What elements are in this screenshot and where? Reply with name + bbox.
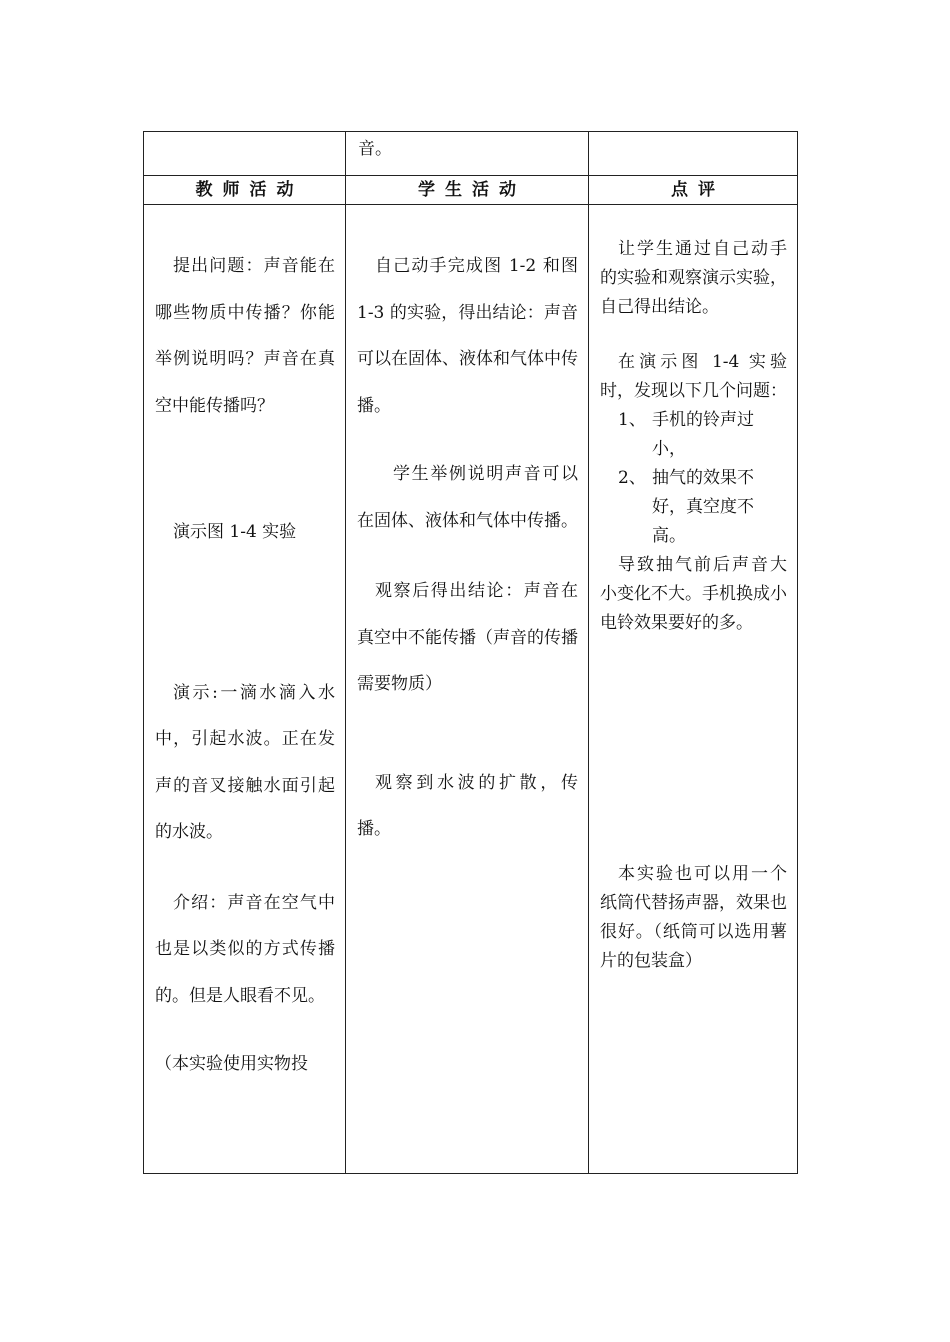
continuation-cell-2	[346, 132, 589, 176]
header-row	[144, 176, 798, 205]
review-tip: 本实验也可以用一个纸筒代替扬声器，效果也很好。（纸筒可以选用薯片的包装盒）	[600, 864, 787, 971]
header-student: 学生活动	[418, 180, 526, 200]
teacher-cell	[144, 205, 346, 1174]
student-cell	[346, 205, 589, 1174]
header-cell-teacher	[144, 176, 346, 205]
teacher-question: 提出问题：声音能在哪些物质中传播？你能举例说明吗？声音在真空中能传播吗？	[155, 256, 335, 416]
continuation-text-2: 音。	[358, 139, 392, 159]
review-item-1-text: 手机的铃声过小，	[652, 410, 754, 459]
header-cell-review	[589, 176, 798, 205]
review-item-1	[600, 406, 787, 464]
review-item-1-number: 1、	[618, 410, 646, 430]
review-item-2-text: 抽气的效果不好，真空度不高。	[652, 468, 754, 546]
continuation-text-1	[144, 132, 345, 137]
student-observe: 观察到水波的扩散，传播。	[357, 772, 578, 839]
student-experiment: 自己动手完成图 1-2 和图 1-3 的实验，得出结论：声音可以在固体、液体和气体中传播。	[357, 256, 578, 416]
header-teacher: 教师活动	[195, 180, 304, 200]
header-cell-student	[346, 176, 589, 205]
teacher-demo-2: 演示:一滴水滴入水中，引起水波。正在发声的音叉接触水面引起的水波。	[155, 682, 335, 842]
teacher-demo-1: 演示图 1-4 实验	[173, 522, 297, 542]
review-intro: 让学生通过自己动手的实验和观察演示实验，自己得出结论。	[600, 239, 787, 317]
review-problems: 在演示图 1-4 实验时，发现以下几个问题：	[600, 352, 787, 401]
continuation-cell-1	[144, 132, 346, 176]
continuation-text-3	[589, 132, 797, 137]
continuation-cell-3	[589, 132, 798, 176]
student-conclusion: 观察后得出结论：声音在真空中不能传播（声音的传播需要物质）	[357, 581, 578, 694]
lesson-table	[143, 131, 798, 1174]
review-cell	[589, 205, 798, 1174]
teacher-intro: 介绍：声音在空气中也是以类似的方式传播的。但是人眼看不见。	[155, 892, 335, 1006]
header-review: 点评	[671, 180, 725, 200]
student-examples: 学生举例说明声音可以在固体、液体和气体中传播。	[357, 464, 578, 531]
review-result: 导致抽气前后声音大小变化不大。手机换成小电铃效果要好的多。	[600, 555, 787, 633]
review-item-2-number: 2、	[618, 468, 646, 488]
continuation-row	[144, 132, 798, 176]
body-row	[144, 205, 798, 1174]
teacher-note: （本实验使用实物投	[155, 1054, 308, 1074]
review-item-2	[600, 464, 787, 551]
